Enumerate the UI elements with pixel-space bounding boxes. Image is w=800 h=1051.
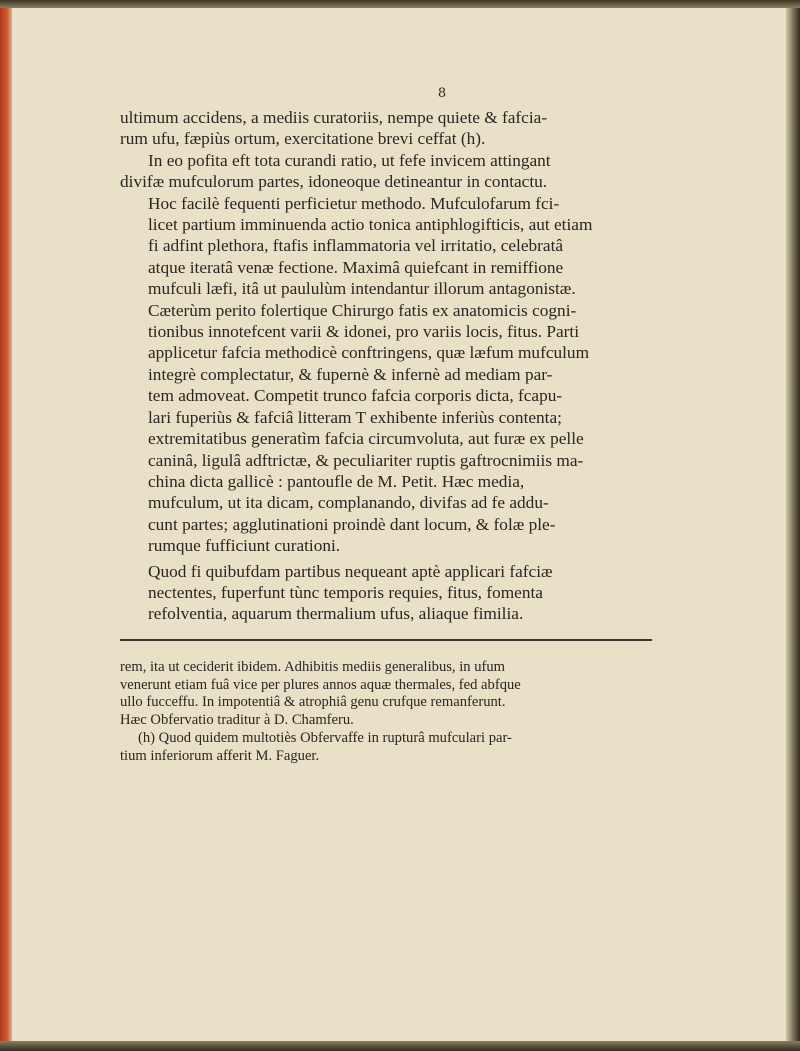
text-line: mufculum, ut ita dicam, complanando, divifas ad fe addu- (148, 493, 549, 513)
text-line: In eo pofita eft tota curandi ratio, ut fefe invicem attingant (148, 150, 551, 170)
text-line: lari fuperiùs & fafciâ litteram T exhibente inferiùs contenta; (148, 407, 562, 427)
paragraph-2 (120, 150, 644, 557)
scan-bottom-edge (0, 1041, 800, 1051)
text-line: applicetur fafcia methodicè conftringens, quæ læfum mufculum (148, 343, 590, 363)
text-line: Quod fi quibufdam partibus nequeant aptè applicari fafciæ (148, 561, 553, 581)
footnote-line: tium inferiorum afferit M. Faguer. (120, 747, 320, 764)
scan-top-edge (0, 0, 800, 8)
text-line: ultimum accidens, a mediis curatoriis, nempe quiete & fafcia- (120, 108, 548, 127)
text-line: refolventia, aquarum thermalium ufus, aliaque fimilia. (148, 604, 524, 624)
paragraph-3 (120, 561, 644, 625)
text-line: licet partium imminuenda actio tonica antiphlogifticis, aut etiam (148, 215, 593, 235)
page-right-edge (786, 8, 800, 1041)
footnote-line: rem, ita ut ceciderit ibidem. Adhibitis mediis generalibus, in ufum (120, 658, 506, 675)
main-text (120, 107, 644, 625)
paragraph-1 (120, 107, 644, 150)
text-line: mufculi læfi, itâ ut paululùm intendantur illorum antagonistæ. (148, 279, 576, 299)
page-number: 8 (437, 86, 447, 101)
text-line: integrè complectatur, & fupernè & infernè ad mediam par- (148, 364, 553, 384)
text-line: extremitatibus generatìm fafcia circumvoluta, aut furæ ex pelle (148, 429, 584, 449)
footnote-line: (h) Quod quidem multotiès Obfervaffe in rupturâ mufculari par- (138, 729, 512, 746)
page-left-edge (0, 8, 12, 1041)
text-line: atque iteratâ venæ fectione. Maximâ quiefcant in remiffione (148, 257, 564, 277)
footnote-h (120, 730, 644, 766)
text-line: china dicta gallicè : pantoufle de M. Petit. Hæc media, (148, 471, 525, 491)
footnotes (120, 659, 644, 766)
footnote-divider (120, 639, 652, 641)
footnote-line: venerunt etiam fuâ vice per plures annos aquæ thermales, fed abfque (120, 676, 521, 693)
text-line: fi adfint plethora, ftafis inflammatoria vel irritatio, celebratâ (148, 236, 564, 256)
footnote-line: ullo fucceffu. In impotentiâ & atrophiâ genu crufque remanferunt. (120, 694, 506, 711)
text-line: rumque fufficiunt curationi. (148, 536, 341, 556)
text-line: Cæterùm perito folertique Chirurgo fatis ex anatomicis cogni- (148, 300, 577, 320)
footnote-line: Hæc Obfervatio traditur à D. Chamferu. (120, 712, 354, 729)
text-line: Hoc facilè fequenti perficietur methodo. Mufculofarum fci- (148, 193, 560, 213)
text-block (120, 86, 644, 766)
text-line: divifæ mufculorum partes, idoneoque detineantur in contactu. (120, 172, 548, 192)
text-line: rum ufu, fæpiùs ortum, exercitatione brevi ceffat (h). (120, 129, 486, 149)
page-sheet (12, 8, 786, 1041)
text-line: tem admoveat. Competit trunco fafcia corporis dicta, fcapu- (148, 386, 563, 406)
text-line: caninâ, ligulâ adftrictæ, & peculiariter ruptis gaftrocnimiis ma- (148, 450, 584, 470)
text-line: cunt partes; agglutinationi proindè dant locum, & folæ ple- (148, 514, 556, 534)
footnote-continued (120, 659, 644, 730)
text-line: nectentes, fuperfunt tùnc temporis requies, fitus, fomenta (148, 582, 543, 602)
text-line: tionibus innotefcent varii & idonei, pro variis locis, fitus. Parti (148, 322, 580, 342)
